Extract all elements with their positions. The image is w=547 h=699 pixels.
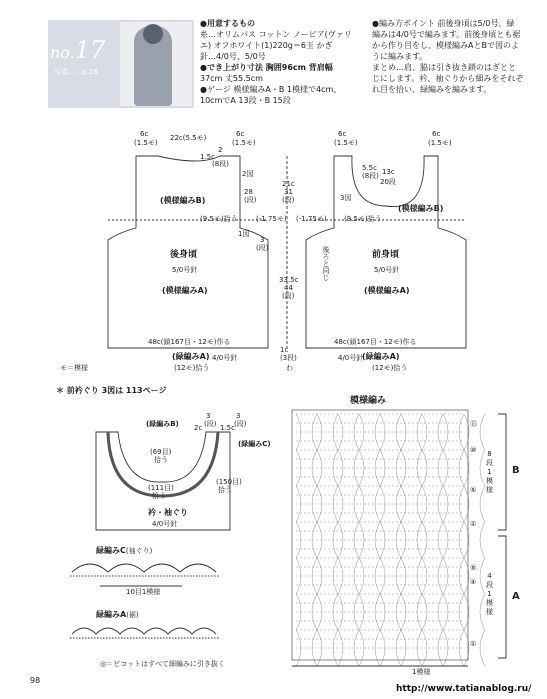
back-neck-width: 22c(5.5モ)	[170, 134, 207, 142]
points-line: 編みは4/0号で編みます。前後身頃とも裾	[372, 30, 521, 39]
points-block	[372, 18, 542, 95]
front-shoulder-right: 6c	[432, 130, 441, 138]
front-pattern-b: (模様編みB)	[398, 204, 444, 213]
front-cast-on: 48c(鎖167目・12モ)作る	[334, 338, 417, 346]
collar-side-pickup2: 拾う	[218, 486, 232, 494]
edge-c-title: 緑編みC(袖ぐり)	[96, 546, 153, 555]
gauge-line: ●ゲージ 模様編みA・B 1模様で4cm、	[200, 85, 342, 94]
pattern-repeat: 1模様	[412, 668, 431, 676]
back-fig1: 1図	[238, 230, 250, 238]
row-num: ⑮	[470, 420, 477, 428]
collar-edging-b: (緑編みB)	[146, 420, 179, 428]
back-pickup: (9.5モ)拾う	[200, 215, 238, 223]
back-title: 後身頃	[170, 250, 198, 260]
front-fig3: 3図	[340, 194, 352, 202]
center-upper-sub: (段)	[282, 196, 295, 204]
points-line: じにします。衿、袖ぐりから細みをそれぞ	[372, 74, 524, 83]
front-same: 後ろと同じ	[322, 246, 330, 281]
back-shoulder-left: 6c	[140, 130, 149, 138]
gauge-line: 10cmでA 13段・B 15段	[200, 96, 291, 105]
front-neck-b: 13c	[382, 168, 395, 176]
a-repeat: 4 段 1 模 様	[486, 572, 493, 616]
points-line: から作り目をし、模様編みAとBで図のよ	[372, 41, 519, 50]
back-pattern-a: (模様編みA)	[162, 286, 208, 295]
pattern-title: 模様編み	[350, 396, 387, 406]
back-edging: (緑編みA)	[172, 352, 210, 361]
front-side-note: (-1.75モ)	[296, 215, 327, 223]
back-fig2: 2図	[242, 170, 254, 178]
back-hook: 5/0号針	[172, 266, 198, 274]
points-line: うに編みます。	[372, 52, 428, 61]
collar-front-pickup: (111目)	[148, 484, 174, 492]
chart-motif	[464, 594, 485, 630]
collar-front-pickup2: 拾う	[152, 492, 166, 500]
front-neck-a-sub: (8段)	[362, 172, 379, 180]
edge-a-title: 緑編みA(裾)	[96, 610, 139, 619]
center-down: わ	[286, 364, 293, 372]
collar-dim-b: 3	[206, 412, 211, 420]
materials-line: 針…4/0号、5/0号	[200, 52, 266, 61]
back-shoulder-right: 6c	[236, 130, 245, 138]
front-pickup: (9.5モ)拾う	[344, 215, 382, 223]
row-num: ①	[470, 640, 477, 648]
b-repeat: 8 段 1 模 様	[486, 450, 493, 494]
collar-dim-d: 3	[236, 412, 241, 420]
page-number: 98	[30, 676, 41, 685]
row-num: ⑤	[470, 564, 477, 572]
materials-line: エ) オフホワイト(1)220g＝6玉 かぎ	[200, 41, 333, 50]
row-num: ①	[470, 520, 477, 528]
collar-dim-c: 1.5c	[220, 424, 235, 432]
watermark: http://www.tatianablog.ru/	[396, 684, 532, 694]
front-shoulder-right-sub: (1.5モ)	[428, 139, 452, 147]
back-edging-hook: 4/0号針	[212, 354, 238, 362]
front-hook: 5/0号針	[374, 266, 400, 274]
materials-title: ●用意するもの	[200, 19, 255, 28]
front-edging-pickup: (12モ)拾う	[372, 364, 408, 372]
back-edging-pickup: (12モ)拾う	[174, 364, 210, 372]
row-num: ⑩	[470, 446, 477, 454]
size-title: ●でき上がり寸法 胸囲96cm 背肩幅	[200, 63, 333, 72]
edge-a-note: ◎＝ピコットはすべて細編みに引き抜く	[100, 660, 225, 668]
back-shoulder-left-sub: (1.5モ)	[134, 139, 158, 147]
collar-back-pickup: (69目)	[150, 448, 172, 456]
chart-motif	[464, 630, 485, 666]
collar-dim-a: 2c	[194, 424, 203, 432]
figure-head	[143, 24, 163, 44]
chart-motif	[464, 450, 485, 486]
collar-back-pickup2: 拾う	[154, 456, 168, 464]
back-side-rows-sub: (段)	[256, 244, 269, 252]
back-side-note: (-1.75モ)	[256, 215, 287, 223]
materials-block	[200, 18, 366, 106]
row-num: ④	[470, 578, 477, 586]
front-edging: (緑編みA)	[362, 352, 400, 361]
size-line: 37cm 丈55.5cm	[200, 74, 263, 83]
back-cast-on: 48c(鎖167目・12モ)作る	[148, 338, 231, 346]
collar-title: 衿・袖ぐり	[148, 508, 188, 517]
legend-moyou: モ＝模様	[60, 364, 88, 372]
center-edge-sub: (3段)	[280, 354, 297, 362]
row-num: ⑤	[470, 486, 477, 494]
center-lower-sub: (段)	[282, 292, 295, 300]
front-neck-a: 5.5c	[362, 164, 377, 172]
back-neck-rows: 2	[218, 146, 223, 154]
collar-side-pickup: (150目)	[216, 478, 242, 486]
back-pattern-b: (模様編みB)	[160, 196, 206, 205]
back-pattern-b-rows-sub: (段)	[244, 196, 257, 204]
b-label: B	[512, 465, 520, 476]
collar-dim-b-sub: (段)	[204, 420, 217, 428]
back-neck-depth: 1.5c	[200, 153, 215, 161]
pattern-number: no.17	[50, 36, 106, 64]
center-upper-rows: 31	[284, 188, 293, 196]
front-shoulder-left-sub: (1.5モ)	[334, 139, 358, 147]
edge-c-repeat: 10目1模様	[126, 588, 161, 596]
center-edge: 1c	[280, 346, 289, 354]
front-pattern-a: (模様編みA)	[364, 286, 410, 295]
front-title: 前身頃	[372, 250, 400, 260]
collar-edging-c: (緑編みC)	[238, 440, 271, 448]
front-neck-b-sub: 20段	[380, 178, 396, 186]
photo-box	[48, 20, 194, 108]
collar-dim-d-sub: (段)	[234, 420, 247, 428]
collar-hook: 4/0号針	[152, 520, 178, 528]
center-lower: 33.5c	[279, 276, 299, 284]
back-pattern-b-rows: 28	[244, 188, 253, 196]
points-line: ●編み方ポイント 前後身頃は5/0号、緑	[372, 19, 515, 28]
materials-line: 糸…オリムパス コットン ノービア(ヴァリ	[200, 30, 352, 39]
back-shoulder-right-sub: (1.5モ)	[232, 139, 256, 147]
center-lower-rows: 44	[284, 284, 293, 292]
photo-ref: 写真……p.28	[54, 68, 98, 76]
front-shoulder-left: 6c	[338, 130, 347, 138]
back-neck-rows-sub: (8段)	[212, 160, 229, 168]
points-line: まとめ…肩、脇は引き抜き鎖のはぎとと	[372, 63, 516, 72]
a-label: A	[512, 591, 520, 602]
back-side-rows: 3	[260, 236, 265, 244]
front-neck-note: ＊ 前衿ぐり 3図は 113ページ	[56, 386, 167, 395]
center-upper: 21c	[282, 180, 295, 188]
points-line: れ目を拾い、緑編みを編みます。	[372, 85, 492, 94]
front-edging-hook: 4/0号針	[338, 354, 364, 362]
